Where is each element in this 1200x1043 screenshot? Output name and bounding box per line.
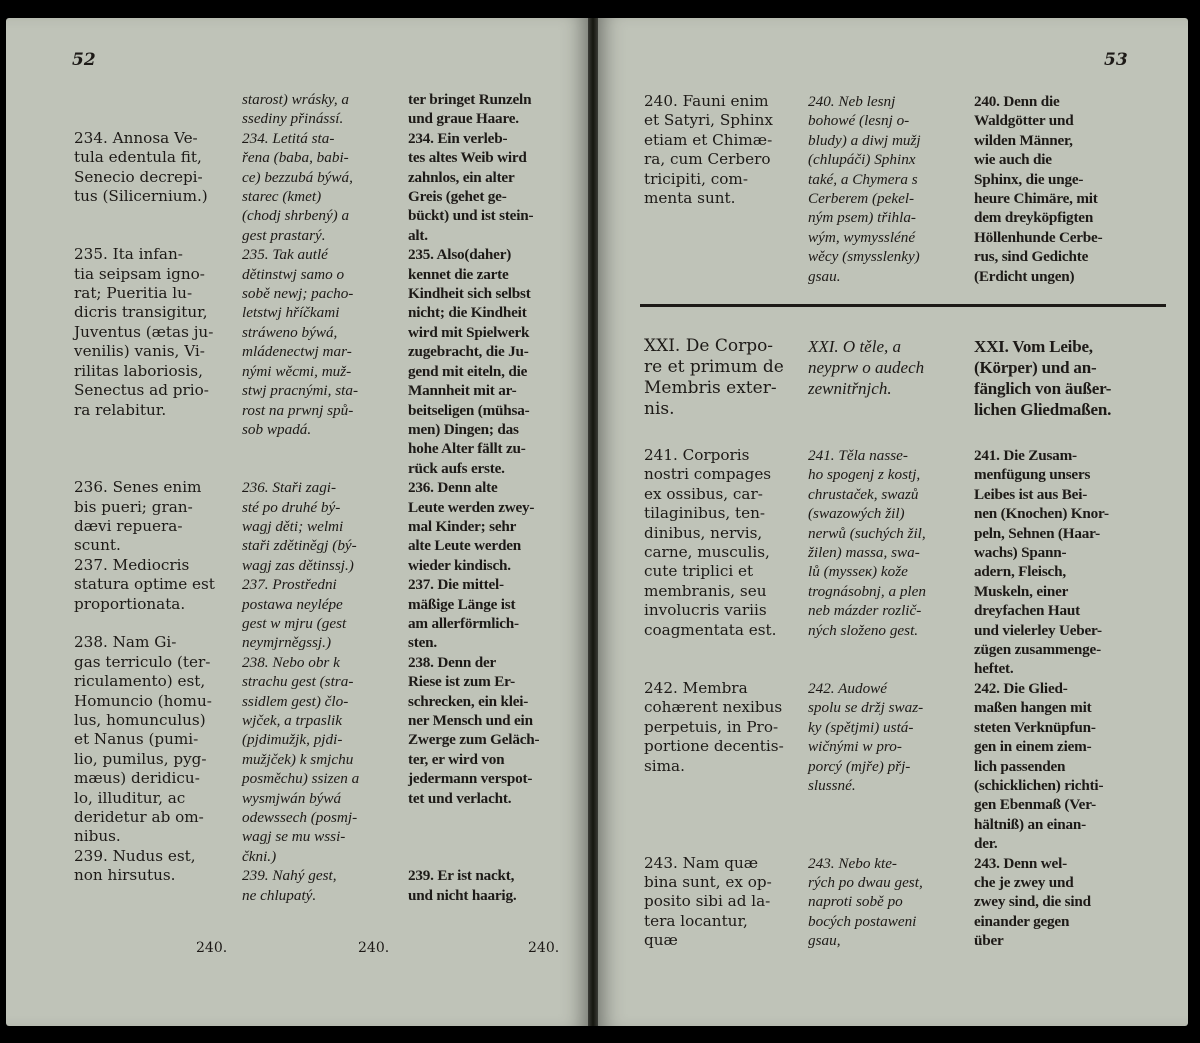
text-line: steten Verknüpfun- <box>974 718 1096 736</box>
text-line: hohe Alter fällt zu- <box>408 440 526 458</box>
text-line: bohowé (lesnj o- <box>808 112 910 130</box>
text-line: ssidlem gest) člo- <box>242 692 349 710</box>
text-line <box>74 226 236 245</box>
text-line: venilis) vanis, Vi- <box>74 342 205 361</box>
text-line: bludy) a diwj mužj <box>808 131 921 149</box>
text-line: 237. Mediocris <box>74 555 190 574</box>
text-line: 239. Nudus est, <box>74 846 196 865</box>
text-line: beitseligen (mühsa- <box>408 401 530 419</box>
text-line: carne, musculis, <box>644 543 770 562</box>
text-line: ných složeno gest. <box>808 621 919 639</box>
text-line <box>74 459 236 478</box>
text-line: sima. <box>644 756 685 775</box>
text-line: nerwů (suchých žil, <box>808 524 926 542</box>
text-line: wičnými w pro- <box>808 738 902 756</box>
text-line: 236. Staři zagi- <box>242 479 337 497</box>
text-line: Waldgötter und <box>974 112 1074 130</box>
text-line: lio, pumilus, pyg- <box>74 749 207 768</box>
text-line: Muskeln, einer <box>974 582 1069 600</box>
text-line: 239. Nahý gest, <box>242 867 337 885</box>
text-line <box>242 439 404 458</box>
text-line: ssediny přinássí. <box>242 110 344 128</box>
text-line: mal Kinder; sehr <box>408 517 517 535</box>
text-line <box>808 640 968 659</box>
text-line: tus (Silicernium.) <box>74 187 208 206</box>
text-line: 243. Nebo kte- <box>808 854 897 872</box>
text-line: neyprw o audech <box>808 358 925 377</box>
text-line: wagj se mu wssi- <box>242 828 346 846</box>
right-german-top <box>974 92 1144 286</box>
text-line: staři zdětiněgj (bý- <box>242 537 357 555</box>
text-line: 242. Audowé <box>808 679 888 697</box>
text-line: deridetur ab om- <box>74 808 204 827</box>
text-line: tilaginibus, ten- <box>644 504 766 523</box>
text-line: XXI. De Corpo- <box>644 336 774 356</box>
text-line: ne chlupatý. <box>242 886 317 904</box>
text-line <box>74 614 236 633</box>
text-line: dævi repuera- <box>74 516 183 535</box>
text-line: 235. Also(daher) <box>408 246 512 264</box>
text-line: und nicht haarig. <box>408 886 517 904</box>
text-line: lich passenden <box>974 757 1066 775</box>
text-line: einander gegen <box>974 912 1070 930</box>
text-line: nen (Knochen) Knor- <box>974 505 1109 523</box>
text-line: chrustaček, swazů <box>808 485 919 503</box>
text-line: starec (kmet) <box>242 188 322 206</box>
text-line: (chlupáči) Sphinx <box>808 151 916 169</box>
text-line: tet und verlacht. <box>408 789 512 807</box>
text-line: bocých postaweni <box>808 912 917 930</box>
text-line: Membris exter- <box>644 378 777 398</box>
text-line: dicris transigitur, <box>74 303 208 322</box>
text-line: Cerberem (pekel- <box>808 190 915 208</box>
text-line: stwj pracnými, sta- <box>242 382 359 400</box>
text-line: gas terriculo (ter- <box>74 652 211 671</box>
text-line: 238. Denn der <box>408 653 497 671</box>
text-line: gend mit eiteln, die <box>408 362 528 380</box>
text-line: am allerförmlich- <box>408 614 519 632</box>
text-line: heftet. <box>974 660 1014 678</box>
text-line: (swazowých žil) <box>808 505 905 523</box>
text-line: Höllenhunde Cerbe- <box>974 228 1103 246</box>
catchword-czech: 240. <box>358 940 390 956</box>
text-line: maßen hangen mit <box>974 699 1092 717</box>
text-line: naproti sobě po <box>808 893 903 911</box>
text-line: cohærent nexibus <box>644 698 783 717</box>
text-line: involucris variis <box>644 601 767 620</box>
text-line: Senectus ad prio- <box>74 381 209 400</box>
text-line: wjček, a trpaslik <box>242 712 342 729</box>
text-line: dem dreyköpfigten <box>974 209 1094 227</box>
text-line: nicht; die Kindheit <box>408 304 527 322</box>
text-line: 242. Membra <box>644 678 748 697</box>
text-line: XXI. O těle, a <box>808 337 901 356</box>
text-line <box>408 847 574 866</box>
text-line: dreyfachen Haut <box>974 602 1080 620</box>
text-line: gsau. <box>808 267 841 285</box>
text-line: 240. Neb lesnj <box>808 93 896 110</box>
text-line: wachs) Spann- <box>974 544 1067 562</box>
text-line: 234. Letitá sta- <box>242 129 335 147</box>
text-line: nibus. <box>74 827 121 846</box>
text-line <box>644 640 804 659</box>
text-line: non hirsutus. <box>74 866 176 885</box>
page-number-left: 52 <box>72 50 96 70</box>
text-line: starost) wrásky, a <box>242 91 350 108</box>
text-line: Zwerge zum Geläch- <box>408 731 540 749</box>
text-line: coagmentata est. <box>644 620 777 639</box>
text-line: porcý (mjře) přj- <box>808 757 911 775</box>
text-line: mužjček) k smjchu <box>242 750 354 768</box>
text-line: statura optime est <box>74 575 215 594</box>
text-line: lus, homunculus) <box>74 711 206 729</box>
text-line: ex ossibus, car- <box>644 484 763 503</box>
text-line: bis pueri; gran- <box>74 497 193 516</box>
text-line: über <box>974 932 1004 950</box>
text-line <box>808 834 968 853</box>
text-line: et Satyri, Sphinx <box>644 111 773 130</box>
text-line: wilden Männer, <box>974 131 1073 149</box>
text-line: 240. Denn die <box>974 93 1060 110</box>
text-line: 242. Die Glied- <box>974 679 1068 697</box>
text-line: bina sunt, ex op- <box>644 872 772 891</box>
text-line: Kindheit sich selbst <box>408 285 531 303</box>
text-line: tula edentula fit, <box>74 148 202 167</box>
text-line: 238. Nam Gi- <box>74 633 177 652</box>
text-line: Leute werden zwey- <box>408 498 535 516</box>
text-line: také, a Chymera s <box>808 170 918 188</box>
right-czech-top <box>808 92 968 286</box>
text-line: tia seipsam igno- <box>74 264 205 283</box>
text-line: Mannheit mit ar- <box>408 382 517 400</box>
catchword-latin: 240. <box>196 940 228 956</box>
text-line: Greis (gehet ge- <box>408 188 507 206</box>
text-line: rat; Pueritia lu- <box>74 284 193 303</box>
text-line: hältniß) an einan- <box>974 815 1087 833</box>
text-line: perpetuis, in Pro- <box>644 717 779 736</box>
text-line: 236. Senes enim <box>74 478 202 497</box>
text-line: Senecio decrepi- <box>74 167 203 186</box>
text-line: zügen zusammenge- <box>974 641 1101 659</box>
text-line: odewssech (posmj- <box>242 809 358 827</box>
text-line: 243. Denn wel- <box>974 854 1067 872</box>
text-line <box>644 815 804 834</box>
text-line: 241. Die Zusam- <box>974 447 1077 464</box>
text-line: čkni.) <box>242 847 277 865</box>
text-line: strachu gest (stra- <box>242 673 354 691</box>
text-line: sten. <box>408 634 437 652</box>
text-line: et Nanus (pumi- <box>74 730 199 749</box>
text-line: 238. Nebo obr k <box>242 653 340 671</box>
text-line: schrecken, ein klei- <box>408 692 529 710</box>
text-line: scunt. <box>74 536 121 555</box>
text-line <box>408 808 574 827</box>
text-line: nis. <box>644 399 675 419</box>
text-line: portione decentis- <box>644 737 784 756</box>
text-line <box>808 815 968 834</box>
text-line: wie auch die <box>974 151 1052 169</box>
text-line: ky (spětjmi) ustá- <box>808 718 914 736</box>
text-line: (schicklichen) richti- <box>974 776 1104 794</box>
text-line: rück aufs erste. <box>408 459 505 477</box>
text-line: neb mázder rozlič- <box>808 602 922 620</box>
text-line: zewnitřnjch. <box>808 379 892 398</box>
text-line: wým, wymyssléné <box>808 228 916 246</box>
text-line: Leibes ist aus Bei- <box>974 485 1088 503</box>
text-line: fänglich von äußer- <box>974 379 1112 398</box>
text-line: wird mit Spielwerk <box>408 323 530 341</box>
heading-czech <box>808 336 968 399</box>
text-line: sob wpadá. <box>242 420 312 438</box>
text-line: neymjrněgssj.) <box>242 634 331 652</box>
left-german-column <box>408 90 574 905</box>
text-line <box>808 659 968 678</box>
text-line: und graue Haare. <box>408 110 519 128</box>
text-line <box>644 795 804 814</box>
text-line: wieder kindisch. <box>408 556 511 574</box>
right-german-body <box>974 446 1144 951</box>
text-line: rých po dwau gest, <box>808 873 923 891</box>
left-czech-column <box>242 90 404 905</box>
text-line: 240. Fauni enim <box>644 92 769 110</box>
text-line: 235. Tak autlé <box>242 246 328 264</box>
text-line: lichen Gliedmaßen. <box>974 400 1112 419</box>
text-line: mæus) deridicu- <box>74 769 200 788</box>
text-line: řena (baba, babi- <box>242 149 349 167</box>
heading-german <box>974 336 1144 420</box>
left-latin-column <box>74 90 236 886</box>
text-line: 243. Nam quæ <box>644 853 758 872</box>
text-line: quæ <box>644 931 678 950</box>
text-line: menta sunt. <box>644 189 736 208</box>
text-line: tera locantur, <box>644 911 748 930</box>
text-line: Homuncio (homu- <box>74 691 212 710</box>
text-line: Juventus (ætas ju- <box>74 322 214 341</box>
text-line <box>242 459 404 478</box>
text-line: ho spogenj z kostj, <box>808 466 921 484</box>
text-line: (chodj shrbený) a <box>242 207 350 225</box>
text-line: wagj zas dětinssj.) <box>242 556 354 574</box>
text-line: ce) bezzubá býwá, <box>242 168 353 186</box>
text-line <box>644 659 804 678</box>
text-line: stráweno býwá, <box>242 323 338 341</box>
text-line: 239. Er ist nackt, <box>408 867 515 885</box>
text-line: gest w mjru (gest <box>242 614 347 632</box>
catchword-german: 240. <box>528 940 560 956</box>
text-line: peln, Sehnen (Haar- <box>974 524 1101 542</box>
text-line: žilen) massa, swa- <box>808 544 920 562</box>
text-line: nostri compages <box>644 465 772 484</box>
text-line: wysmjwán býwá <box>242 789 342 807</box>
text-line: XXI. Vom Leibe, <box>974 337 1093 356</box>
text-line: alt. <box>408 226 428 244</box>
text-line: 237. Die mittel- <box>408 576 504 594</box>
text-line <box>74 90 236 109</box>
text-line <box>74 439 236 458</box>
text-line: 234. Annosa Ve- <box>74 128 198 147</box>
text-line: mäßige Länge ist <box>408 595 516 613</box>
text-line: 241. Těla nasse- <box>808 447 908 464</box>
text-line <box>644 834 804 853</box>
text-line: dinibus, nervis, <box>644 523 763 542</box>
text-line <box>74 420 236 439</box>
text-line: rilitas laboriosis, <box>74 361 203 380</box>
right-latin-body <box>644 446 804 951</box>
text-line: (Erdicht ungen) <box>974 267 1075 285</box>
text-line: posito sibi ad la- <box>644 892 771 911</box>
text-line: tes altes Weib wird <box>408 149 527 167</box>
text-line: 236. Denn alte <box>408 479 498 497</box>
right-latin-top <box>644 92 804 208</box>
text-line: rus, sind Gedichte <box>974 248 1089 266</box>
text-line: rost na prwnj spů- <box>242 401 354 419</box>
text-line: 235. Ita infan- <box>74 245 183 264</box>
heading-latin <box>644 336 804 420</box>
text-line: lů (mysseк) kože <box>808 563 908 581</box>
text-line: men) Dingen; das <box>408 420 519 438</box>
text-line: 234. Ein verleb- <box>408 129 508 147</box>
text-line: postawa neylépe <box>242 595 343 613</box>
right-czech-body <box>808 446 968 951</box>
text-line: sté po druhé bý- <box>242 498 341 516</box>
text-line: und vielerley Ueber- <box>974 621 1102 639</box>
text-line: slussné. <box>808 776 856 794</box>
text-line <box>74 109 236 128</box>
text-line: (Körper) und an- <box>974 358 1097 377</box>
text-line: zwey sind, die sind <box>974 893 1091 911</box>
text-line: membranis, seu <box>644 581 767 600</box>
text-line: trognásobnj, a plen <box>808 582 926 600</box>
text-line: tricipiti, com- <box>644 169 748 188</box>
text-line: adern, Fleisch, <box>974 563 1066 581</box>
text-line: ra, cum Cerbero <box>644 150 771 169</box>
text-line: menfügung unsers <box>974 466 1091 484</box>
text-line <box>74 206 236 225</box>
text-line <box>644 776 804 795</box>
text-line: ter bringet Runzeln <box>408 91 532 108</box>
text-line <box>408 827 574 846</box>
text-line: lo, illuditur, ac <box>74 788 186 807</box>
text-line: proportionata. <box>74 594 186 613</box>
text-line: ter, er wird von <box>408 750 505 768</box>
text-line: gsau, <box>808 932 841 950</box>
text-line: mládenectwj mar- <box>242 343 352 361</box>
text-line: kennet die zarte <box>408 265 509 283</box>
text-line: letstwj hříčkami <box>242 304 340 322</box>
section-divider <box>640 304 1166 307</box>
text-line <box>808 795 968 814</box>
text-line: gen in einem ziem- <box>974 738 1092 756</box>
text-line: ner Mensch und ein <box>408 712 533 729</box>
text-line: Sphinx, die unge- <box>974 170 1084 188</box>
text-line: gest prastarý. <box>242 226 326 244</box>
text-line: ra relabitur. <box>74 400 167 419</box>
text-line: wěcy (smyssl​enky) <box>808 248 920 266</box>
text-line: cute triplici et <box>644 562 754 581</box>
text-line: zugebracht, die Ju- <box>408 343 529 361</box>
text-line: re et primum de <box>644 357 784 377</box>
text-line: 241. Corporis <box>644 446 750 464</box>
text-line: Riese ist zum Er- <box>408 673 515 691</box>
text-line: riculamento) est, <box>74 672 206 691</box>
page-number-right: 53 <box>1104 50 1128 70</box>
text-line: nými wěcmi, muž- <box>242 362 352 380</box>
text-line: (pjdimužjk, pjdi- <box>242 731 343 749</box>
text-line: dětinstwj samo o <box>242 265 345 283</box>
text-line: che je zwey und <box>974 873 1074 891</box>
text-line: wagj děti; welmi <box>242 517 344 535</box>
text-line: posměchu) ssizen a <box>242 770 360 788</box>
text-line: zahnlos, ein alter <box>408 168 515 186</box>
text-line: heure Chimäre, mit <box>974 190 1098 208</box>
book-gutter <box>588 18 598 1026</box>
text-line: gen Ebenmaß (Ver- <box>974 796 1097 814</box>
text-line: sobě newj; pacho- <box>242 285 354 303</box>
text-line: spolu se držj swaz- <box>808 699 924 717</box>
text-line: der. <box>974 835 998 853</box>
text-line: ným psem) třihla- <box>808 209 916 227</box>
text-line: bückt) und ist stein- <box>408 207 534 225</box>
text-line: jedermann verspot- <box>408 770 533 788</box>
text-line: 237. Prostředni <box>242 576 337 594</box>
text-line: etiam et Chimæ- <box>644 130 773 149</box>
text-line: alte Leute werden <box>408 537 522 555</box>
